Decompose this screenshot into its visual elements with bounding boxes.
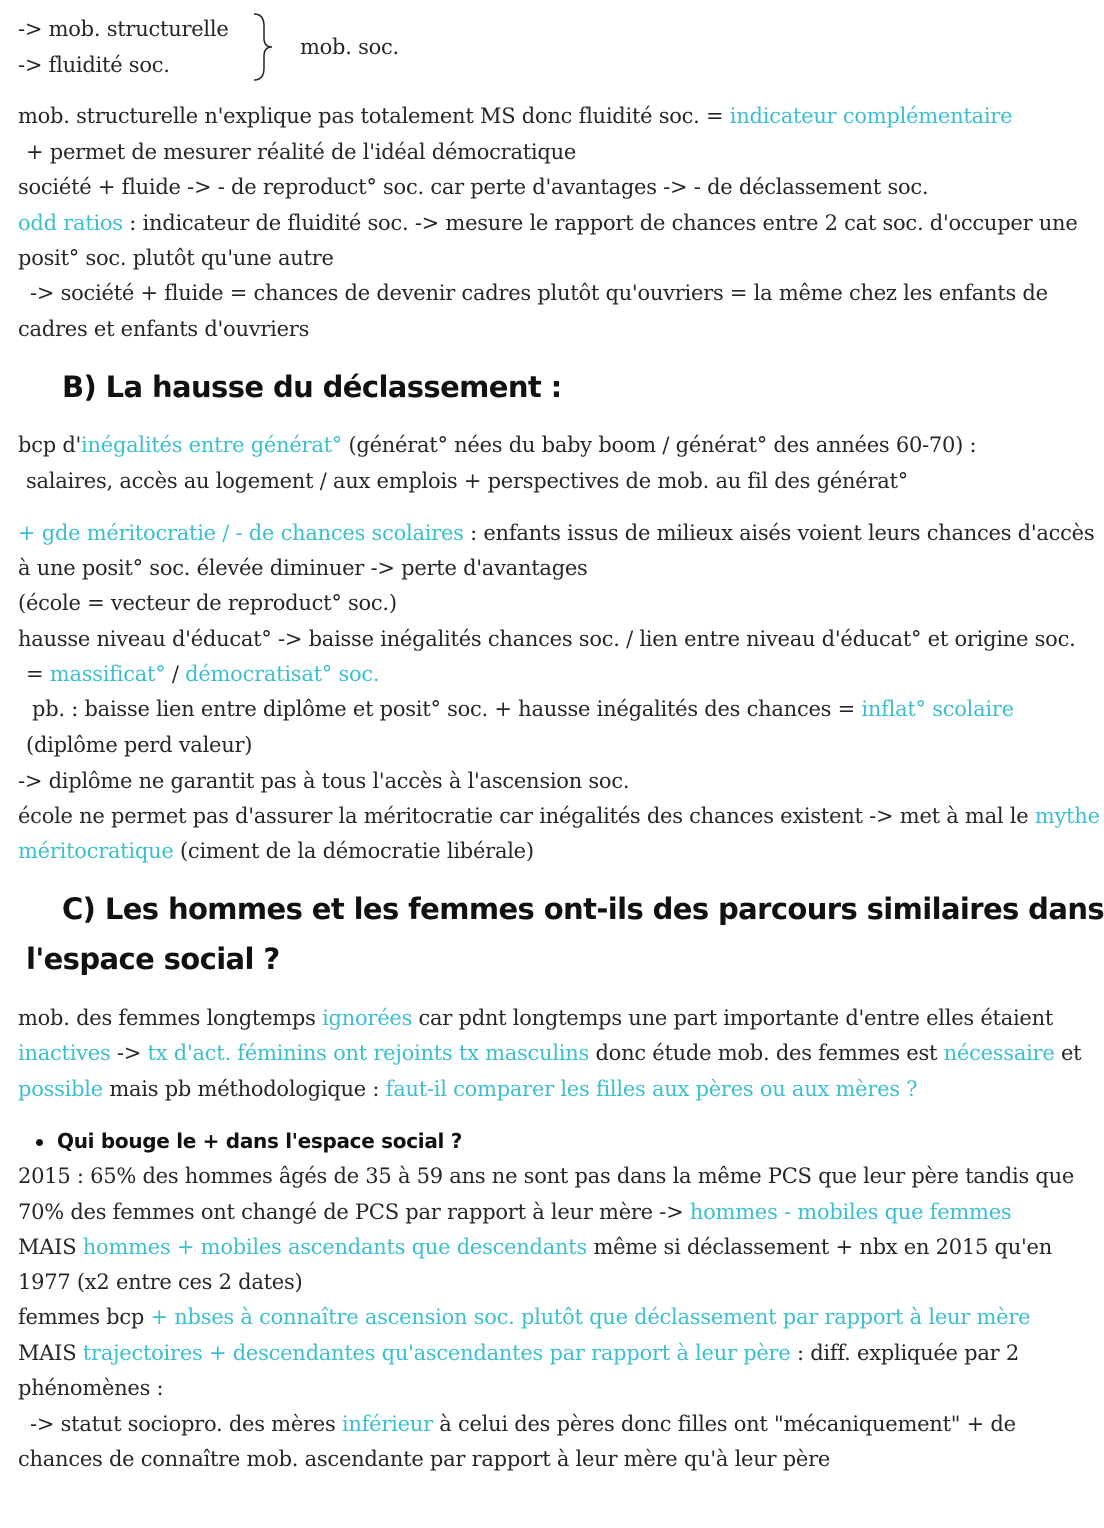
section-c-line-8: femmes bcp + nbses à connaître ascension soc. plutôt que déclassement par rapport à leur mère (18, 1305, 1031, 1329)
bullet-dot-icon (36, 1139, 43, 1146)
section-b-line-5: (école = vecteur de reproduct° soc.) (18, 591, 397, 615)
section-c-line-7: 1977 (x2 entre ces 2 dates) (18, 1270, 303, 1294)
section-c-line-10: phénomènes : (18, 1376, 164, 1400)
section-c-line-1: mob. des femmes longtemps ignorées car pdnt longtemps une part importante d'entre elles étaient (18, 1006, 1054, 1030)
section-b-line-3: + gde méritocratie / - de chances scolaires : enfants issus de milieux aisés voient leurs chances d'accès (18, 521, 1095, 545)
intro-paragraph-3: société + fluide -> - de reproduct° soc. car perte d'avantages -> - de déclassement soc. (18, 175, 929, 199)
intro-paragraph-6: -> société + fluide = chances de devenir cadres plutôt qu'ouvriers = la même chez les enfants de (30, 281, 1048, 305)
section-c-line-6: MAIS hommes + mobiles ascendants que descendants même si déclassement + nbx en 2015 qu'en (18, 1235, 1052, 1259)
section-c-title-line-2: l'espace social ? (26, 942, 280, 976)
intro-paragraph-5: posit° soc. plutôt qu'une autre (18, 246, 334, 270)
section-b-line-11: école ne permet pas d'assurer la méritocratie car inégalités des chances existent -> met à mal le mythe (18, 804, 1100, 828)
section-c-line-11: -> statut sociopro. des mères inférieur à celui des pères donc filles ont "mécaniquement" + de (30, 1412, 1016, 1436)
section-b-line-12: méritocratique (ciment de la démocratie libérale) (18, 839, 534, 863)
section-b-title: B) La hausse du déclassement : (62, 370, 562, 404)
section-b-line-1: bcp d'inégalités entre générat° (générat° nées du baby boom / générat° des années 60-70) : (18, 433, 977, 457)
intro-line-structural-mobility: -> mob. structurelle (18, 17, 229, 41)
section-c-title-line-1: C) Les hommes et les femmes ont-ils des parcours similaires dans (62, 892, 1104, 926)
section-c-line-2: inactives -> tx d'act. féminins ont rejoints tx masculins donc étude mob. des femmes est nécessaire et (18, 1041, 1082, 1065)
section-c-line-9: MAIS trajectoires + descendantes qu'ascendantes par rapport à leur père : diff. expliquée par 2 (18, 1341, 1019, 1365)
section-c-line-3: possible mais pb méthodologique : faut-il comparer les filles aux pères ou aux mères ? (18, 1077, 918, 1101)
highlight-odd-ratios: odd ratios (18, 211, 123, 235)
intro-paragraph-7: cadres et enfants d'ouvriers (18, 317, 310, 341)
section-b-line-4: à une posit° soc. élevée diminuer -> perte d'avantages (18, 556, 588, 580)
section-c-line-12: chances de connaître mob. ascendante par rapport à leur mère qu'à leur père (18, 1447, 831, 1471)
intro-line-social-fluidity: -> fluidité soc. (18, 53, 170, 77)
intro-paragraph-4: odd ratios : indicateur de fluidité soc. -> mesure le rapport de chances entre 2 cat soc. d'occuper une (18, 211, 1078, 235)
section-b-line-10: -> diplôme ne garantit pas à tous l'accès à l'ascension soc. (18, 769, 630, 793)
section-b-line-2: salaires, accès au logement / aux emplois + perspectives de mob. au fil des générat° (26, 469, 908, 493)
section-b-line-9: (diplôme perd valeur) (26, 733, 253, 757)
intro-paragraph-1: mob. structurelle n'explique pas totalement MS donc fluidité soc. = indicateur complémentaire (18, 104, 1013, 128)
brace-label: mob. soc. (300, 35, 399, 59)
curly-brace-icon (250, 12, 280, 82)
section-b-line-6: hausse niveau d'éducat° -> baisse inégalités chances soc. / lien entre niveau d'éducat° et origine soc. (18, 627, 1076, 651)
intro-paragraph-2: + permet de mesurer réalité de l'idéal démocratique (26, 140, 577, 164)
section-c-bullet-heading: Qui bouge le + dans l'espace social ? (36, 1126, 462, 1156)
section-c-line-4: 2015 : 65% des hommes âgés de 35 à 59 ans ne sont pas dans la même PCS que leur père tandis que (18, 1164, 1075, 1188)
section-b-line-8: pb. : baisse lien entre diplôme et posit° soc. + hausse inégalités des chances = inflat° scolaire (32, 697, 1014, 721)
section-b-line-7: = massificat° / démocratisat° soc. (26, 662, 380, 686)
section-c-line-5: 70% des femmes ont changé de PCS par rapport à leur mère -> hommes - mobiles que femmes (18, 1200, 1012, 1224)
highlight-complementary-indicator: indicateur complémentaire (729, 104, 1013, 128)
